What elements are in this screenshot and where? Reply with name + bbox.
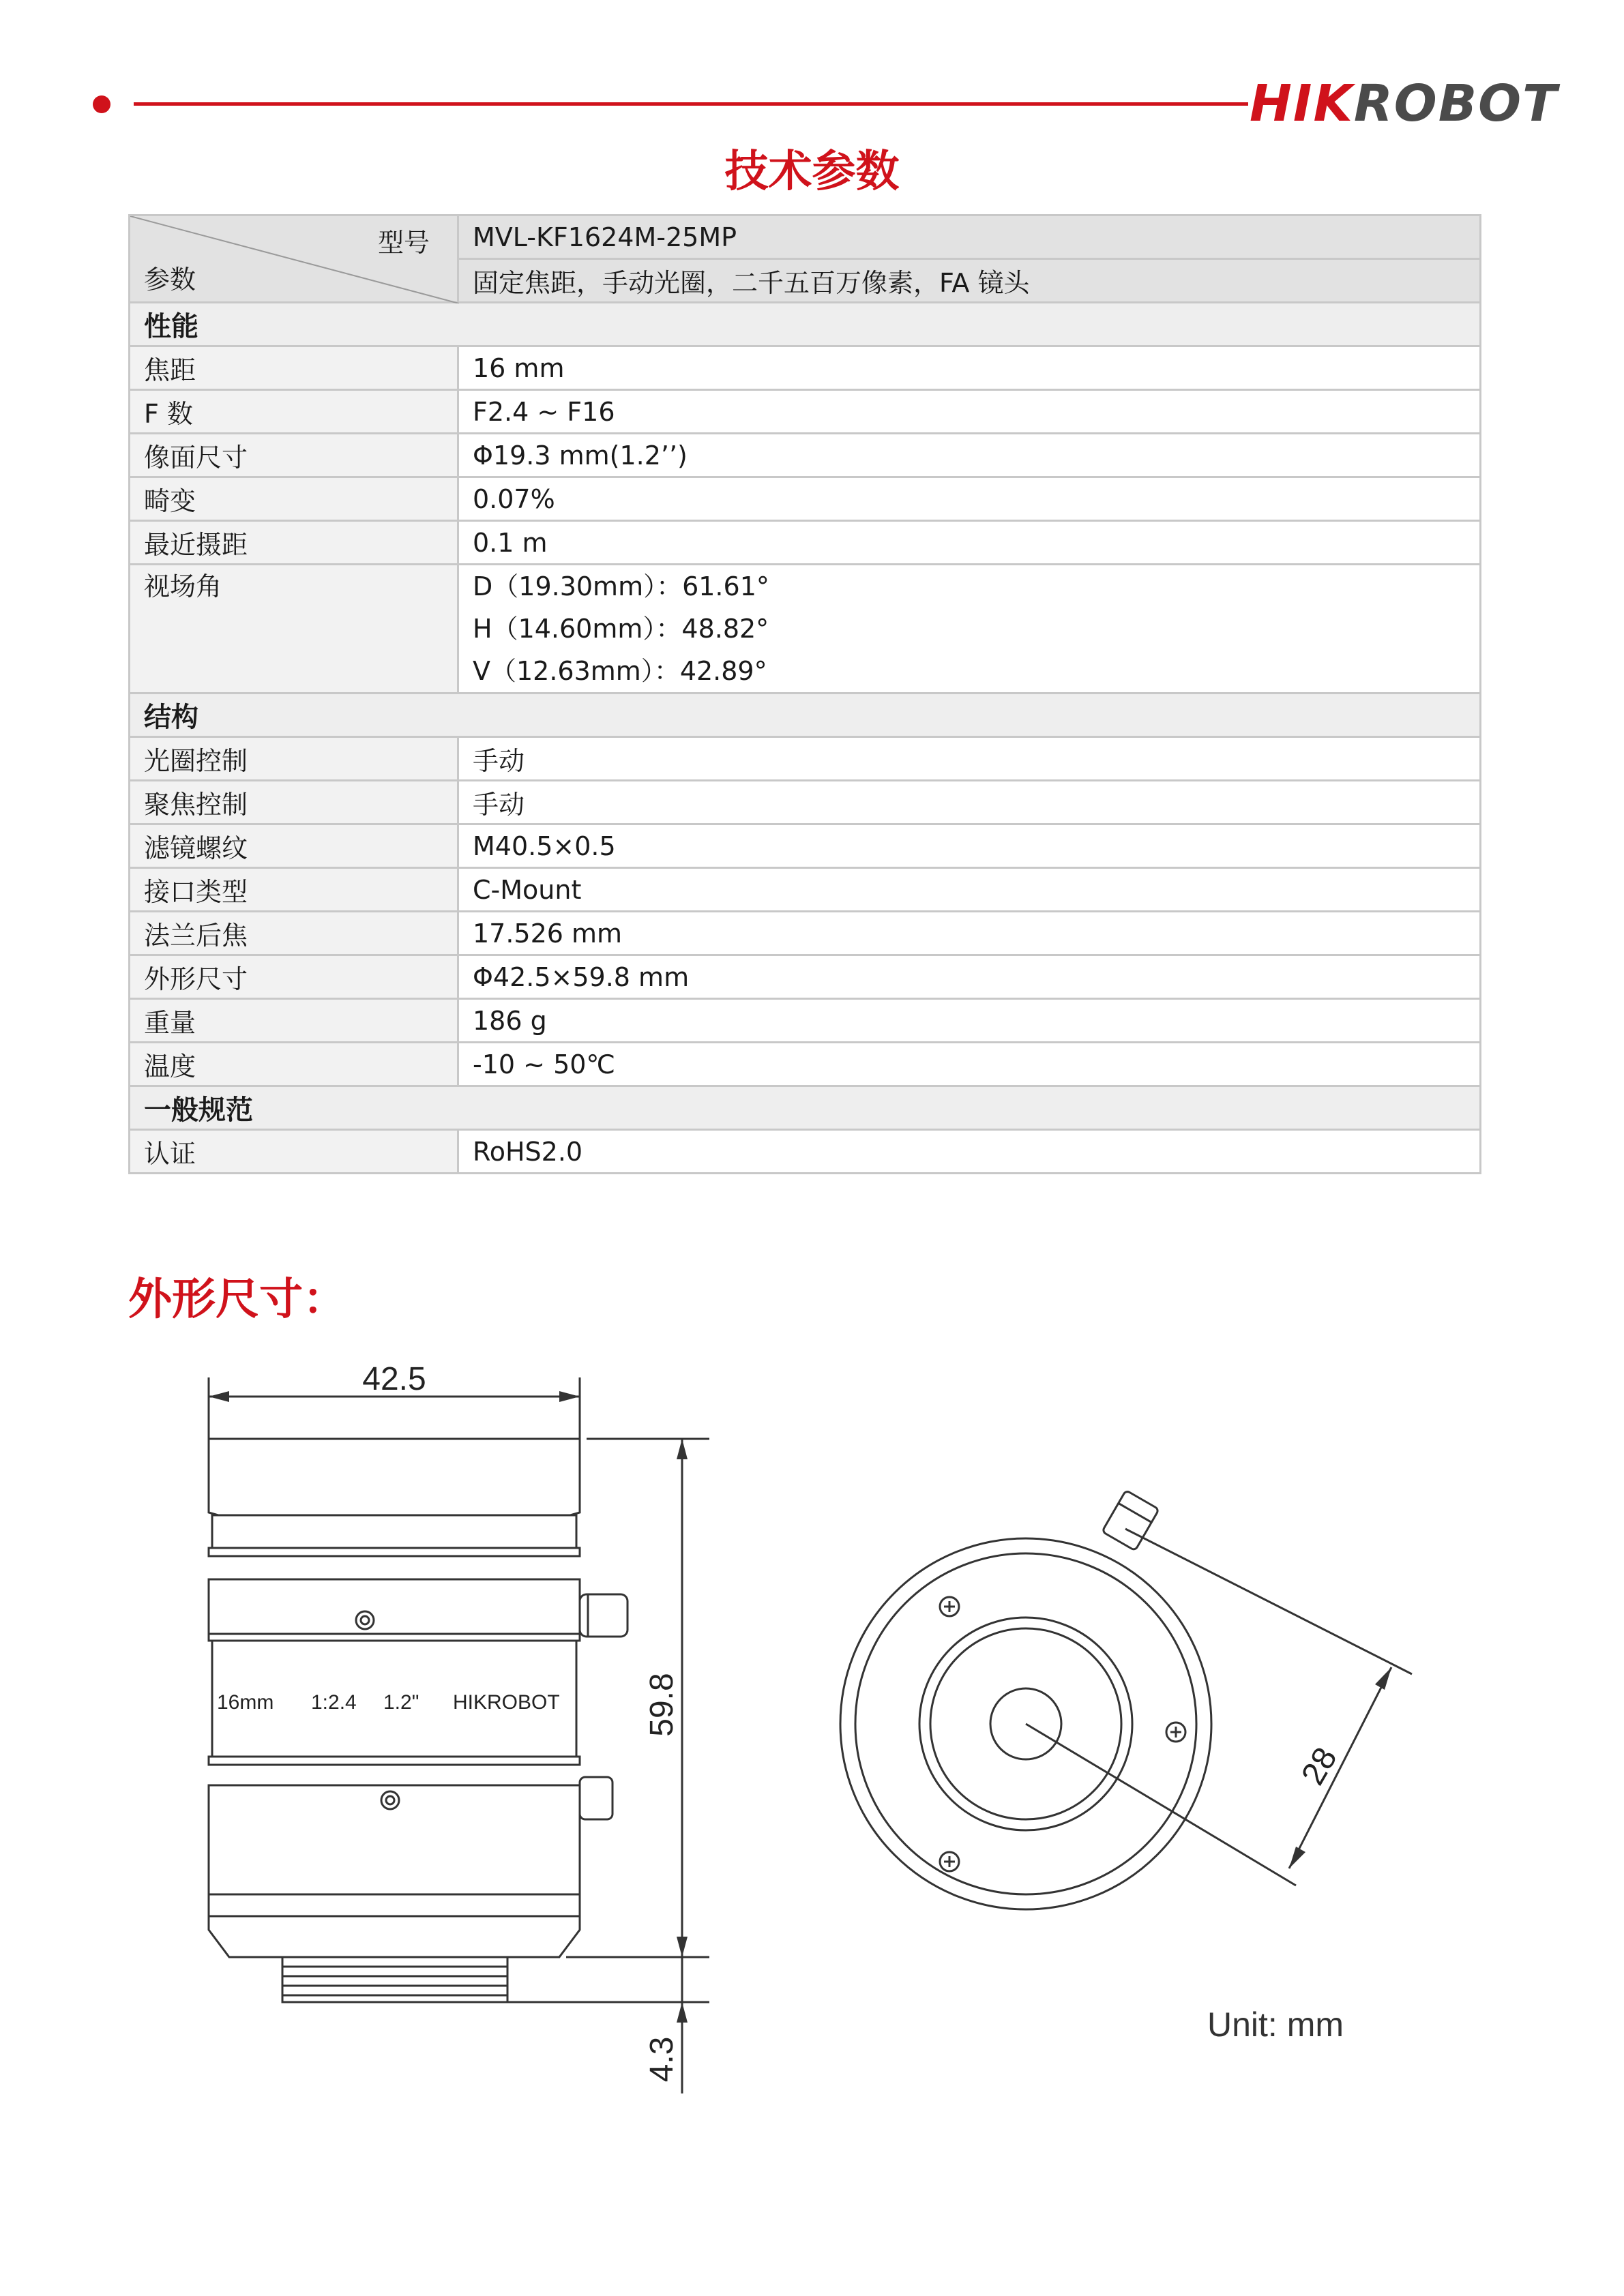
page-title: 技术参数 xyxy=(724,147,900,197)
spec-value: 16 mm xyxy=(458,346,1481,390)
spec-label: 法兰后焦 xyxy=(130,912,458,955)
barrel-brand-text: HIKROBOT xyxy=(453,1691,560,1714)
lock-screw-lower xyxy=(580,1777,612,1819)
spec-label: 认证 xyxy=(130,1130,458,1174)
dimensions-heading: 外形尺寸： xyxy=(128,1274,346,1325)
unit-label: Unit: mm xyxy=(1207,2006,1344,2044)
spec-label: 滤镜螺纹 xyxy=(130,824,458,868)
table-row xyxy=(130,346,1481,390)
spec-value-line: D（19.30mm）：61.61° xyxy=(473,571,769,601)
header-model-label: 型号 xyxy=(377,228,430,258)
table-row xyxy=(130,434,1481,477)
spec-value: Φ19.3 mm(1.2’’) xyxy=(458,434,1481,477)
spec-value: F2.4 ~ F16 xyxy=(458,390,1481,434)
section-title: 一般规范 xyxy=(130,1086,1481,1130)
section-header-row xyxy=(130,694,1481,737)
dim-radius-text: 28 xyxy=(1295,1741,1344,1791)
spec-value: 手动 xyxy=(458,781,1481,824)
spec-label: 像面尺寸 xyxy=(130,434,458,477)
lens-ring xyxy=(209,1548,580,1556)
spec-table xyxy=(128,214,1481,1174)
spec-label: 畸变 xyxy=(130,477,458,521)
header-param-label: 参数 xyxy=(144,265,196,295)
header-dot xyxy=(93,95,110,113)
spec-value: 17.526 mm xyxy=(458,912,1481,955)
dim-width-text: 42.5 xyxy=(362,1361,426,1397)
spec-label: 最近摄距 xyxy=(130,521,458,565)
header-diagonal-cell xyxy=(130,215,458,303)
spec-value: 186 g xyxy=(458,999,1481,1043)
spec-value: M40.5×0.5 xyxy=(458,824,1481,868)
spec-label: 接口类型 xyxy=(130,868,458,912)
spec-value: 手动 xyxy=(458,737,1481,781)
spec-label: 重量 xyxy=(130,999,458,1043)
spec-value xyxy=(458,565,1481,694)
table-row xyxy=(130,477,1481,521)
lens-aperture-ring xyxy=(209,1579,580,1634)
dim-radius-ext-1 xyxy=(1026,1724,1296,1885)
spec-label xyxy=(130,565,458,694)
arrow xyxy=(209,1391,229,1402)
barrel-aperture-text: 1:2.4 xyxy=(311,1691,357,1714)
header-rule xyxy=(134,102,1248,106)
lens-ring xyxy=(212,1515,576,1548)
table-row xyxy=(130,868,1481,912)
dim-radius-ext-2 xyxy=(1125,1529,1412,1674)
table-row xyxy=(130,737,1481,781)
table-row xyxy=(130,999,1481,1043)
table-row xyxy=(130,390,1481,434)
spec-label: 外形尺寸 xyxy=(130,955,458,999)
table-row xyxy=(130,912,1481,955)
table-row xyxy=(130,824,1481,868)
spec-value-line: H（14.60mm）：48.82° xyxy=(473,614,769,644)
spec-value: 0.07% xyxy=(458,477,1481,521)
spec-value: -10 ~ 50℃ xyxy=(458,1043,1481,1086)
table-row xyxy=(130,565,1481,694)
dimension-drawing xyxy=(0,1337,1624,2155)
section-title: 结构 xyxy=(130,694,1481,737)
table-row xyxy=(130,1043,1481,1086)
spec-value: RoHS2.0 xyxy=(458,1130,1481,1174)
table-row xyxy=(130,1130,1481,1174)
spec-label: 温度 xyxy=(130,1043,458,1086)
spec-value: Φ42.5×59.8 mm xyxy=(458,955,1481,999)
spec-value: 0.1 m xyxy=(458,521,1481,565)
spec-label: 焦距 xyxy=(130,346,458,390)
spec-value: C-Mount xyxy=(458,868,1481,912)
dim-mount-text: 4.3 xyxy=(644,2036,680,2083)
section-header-row xyxy=(130,1086,1481,1130)
lens-rear-taper xyxy=(209,1916,580,1957)
spec-label-text: 视场角 xyxy=(144,571,222,601)
table-row xyxy=(130,781,1481,824)
spec-header-row xyxy=(130,215,1481,259)
barrel-format-text: 1.2" xyxy=(383,1691,419,1714)
model-number: MVL-KF1624M-25MP xyxy=(458,215,1481,259)
dim-length-text: 59.8 xyxy=(644,1673,680,1737)
table-row xyxy=(130,955,1481,999)
model-description: 固定焦距，手动光圈，二千五百万像素，FA 镜头 xyxy=(458,259,1481,303)
section-title: 性能 xyxy=(130,303,1481,346)
arrow xyxy=(559,1391,580,1402)
table-row xyxy=(130,521,1481,565)
lens-front-cap xyxy=(209,1439,580,1515)
hikrobot-logo: HIKROBOT xyxy=(1250,74,1559,133)
barrel-focal-text: 16mm xyxy=(217,1691,274,1714)
section-header-row xyxy=(130,303,1481,346)
spec-label: F 数 xyxy=(130,390,458,434)
lens-ring xyxy=(209,1757,580,1765)
spec-value-line: V（12.63mm）：42.89° xyxy=(473,656,767,686)
screw-hole-lower xyxy=(381,1791,399,1809)
spec-label: 光圈控制 xyxy=(130,737,458,781)
screw-hole-upper xyxy=(356,1611,374,1629)
spec-label: 聚焦控制 xyxy=(130,781,458,824)
